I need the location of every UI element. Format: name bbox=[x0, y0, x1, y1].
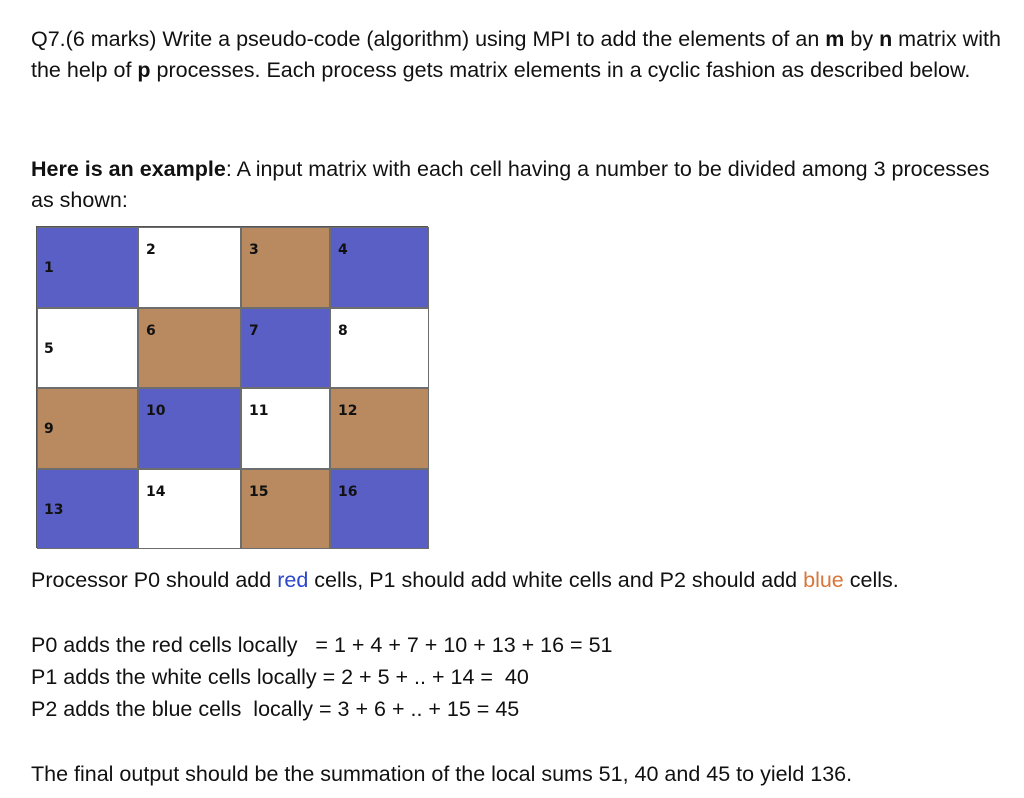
matrix-cell-value: 4 bbox=[338, 242, 348, 258]
matrix-cell-4 bbox=[330, 227, 429, 308]
matrix-cell-15 bbox=[241, 469, 330, 549]
matrix-cell-value: 7 bbox=[249, 323, 259, 339]
question-prefix: Q7.(6 marks) Write a pseudo-code (algorithm) using MPI to add the elements of an bbox=[31, 27, 826, 51]
matrix-cell-value: 1 bbox=[44, 260, 54, 276]
matrix-cell-2 bbox=[138, 227, 241, 308]
matrix-cell-10 bbox=[138, 388, 241, 469]
blue-word: blue bbox=[803, 568, 844, 592]
example-intro bbox=[31, 154, 991, 216]
processor-text-2: cells, P1 should add white cells and P2 should add bbox=[308, 568, 804, 592]
matrix-cell-value: 2 bbox=[146, 242, 156, 258]
matrix-cell-value: 5 bbox=[44, 341, 54, 357]
matrix-cell-3 bbox=[241, 227, 330, 308]
matrix-cell-12 bbox=[330, 388, 429, 469]
matrix-cell-11 bbox=[241, 388, 330, 469]
question-suffix: processes. Each process gets matrix elements in a cyclic fashion as described below. bbox=[150, 58, 971, 82]
processor-assignment bbox=[31, 565, 1021, 596]
example-label: Here is an example bbox=[31, 157, 226, 181]
matrix-cell-1 bbox=[37, 227, 138, 308]
matrix-cell-value: 16 bbox=[338, 484, 358, 500]
question-mid1: by bbox=[844, 27, 880, 51]
matrix-cell-value: 9 bbox=[44, 421, 54, 437]
matrix-cell-value: 3 bbox=[249, 242, 259, 258]
final-output-line: The final output should be the summation of the local sums 51, 40 and 45 to yield 136. bbox=[31, 762, 853, 786]
p2-sum-line: P2 adds the blue cells locally = 3 + 6 + .. + 15 = 45 bbox=[31, 697, 520, 721]
question-mid2: matrix with the help of bbox=[31, 27, 1001, 82]
p1-sum-line: P1 adds the white cells locally = 2 + 5 + .. + 14 = 40 bbox=[31, 665, 529, 689]
matrix-cell-value: 11 bbox=[249, 403, 269, 419]
var-n: n bbox=[879, 27, 893, 51]
p0-sum-line: P0 adds the red cells locally = 1 + 4 + 7 + 10 + 13 + 16 = 51 bbox=[31, 633, 613, 657]
processor-text-3: cells. bbox=[843, 568, 899, 592]
question-text bbox=[31, 24, 1006, 86]
matrix-cell-5 bbox=[37, 308, 138, 388]
matrix-cell-7 bbox=[241, 308, 330, 388]
matrix-cell-9 bbox=[37, 388, 138, 469]
red-word: red bbox=[277, 568, 309, 592]
matrix-cell-14 bbox=[138, 469, 241, 549]
var-p: p bbox=[137, 58, 151, 82]
matrix-cell-6 bbox=[138, 308, 241, 388]
matrix-cell-value: 12 bbox=[338, 403, 358, 419]
matrix-cell-value: 15 bbox=[249, 484, 269, 500]
matrix-cell-value: 10 bbox=[146, 403, 166, 419]
example-text: : A input matrix with each cell having a number to be divided among 3 processes as shown: bbox=[31, 157, 990, 212]
matrix-grid bbox=[36, 226, 428, 548]
matrix-cell-value: 6 bbox=[146, 323, 156, 339]
matrix-cell-16 bbox=[330, 469, 429, 549]
matrix-cell-value: 13 bbox=[44, 502, 64, 518]
processor-text-1: Processor P0 should add bbox=[31, 568, 278, 592]
var-m: m bbox=[825, 27, 845, 51]
matrix-cell-value: 8 bbox=[338, 323, 348, 339]
matrix-cell-value: 14 bbox=[146, 484, 166, 500]
matrix-cell-8 bbox=[330, 308, 429, 388]
matrix-cell-13 bbox=[37, 469, 138, 549]
